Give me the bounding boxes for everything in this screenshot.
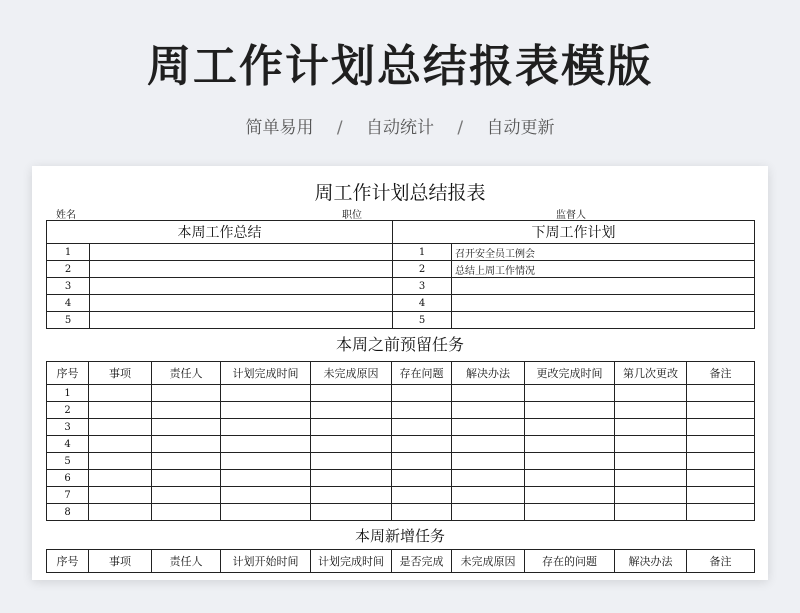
new-tasks-title: 本周新增任务 bbox=[354, 527, 445, 545]
table-row bbox=[47, 402, 755, 419]
table-cell[interactable] bbox=[221, 504, 311, 521]
previous-tasks-column-header: 存在问题 bbox=[392, 362, 452, 385]
previous-tasks-column-header: 计划完成时间 bbox=[221, 362, 311, 385]
previous-tasks-column-header: 未完成原因 bbox=[311, 362, 392, 385]
table-cell[interactable] bbox=[615, 402, 687, 419]
table-cell[interactable] bbox=[615, 453, 687, 470]
table-cell[interactable] bbox=[687, 419, 755, 436]
plan-cell[interactable]: 召开安全员工例会 bbox=[452, 244, 755, 261]
row-number: 4 bbox=[47, 436, 89, 453]
table-cell[interactable] bbox=[615, 385, 687, 402]
table-cell[interactable] bbox=[452, 504, 525, 521]
meta-row bbox=[46, 202, 754, 220]
table-cell[interactable] bbox=[615, 419, 687, 436]
previous-tasks-column-header: 更改完成时间 bbox=[525, 362, 615, 385]
table-cell[interactable] bbox=[152, 436, 221, 453]
plan-row-number: 5 bbox=[393, 312, 452, 329]
plan-cell[interactable] bbox=[452, 278, 755, 295]
table-cell[interactable] bbox=[392, 470, 452, 487]
table-cell[interactable] bbox=[311, 504, 392, 521]
sheet-title: 周工作计划总结报表 bbox=[314, 182, 486, 204]
summary-cell[interactable] bbox=[90, 261, 393, 278]
table-cell[interactable] bbox=[687, 385, 755, 402]
plan-header: 下周工作计划 bbox=[393, 221, 755, 244]
new-tasks-column-header: 备注 bbox=[687, 550, 755, 573]
previous-tasks-table bbox=[46, 361, 755, 521]
row-number: 6 bbox=[47, 470, 89, 487]
summary-row bbox=[47, 261, 755, 278]
position-label: 职位 bbox=[342, 210, 362, 221]
new-tasks-column-header: 未完成原因 bbox=[452, 550, 525, 573]
table-cell[interactable] bbox=[221, 487, 311, 504]
table-cell[interactable] bbox=[89, 504, 152, 521]
table-cell[interactable] bbox=[152, 453, 221, 470]
table-cell[interactable] bbox=[311, 402, 392, 419]
table-cell[interactable] bbox=[89, 419, 152, 436]
table-cell[interactable] bbox=[392, 487, 452, 504]
name-label: 姓名 bbox=[56, 210, 76, 221]
table-cell[interactable] bbox=[525, 436, 615, 453]
table-row bbox=[47, 385, 755, 402]
row-number: 2 bbox=[47, 402, 89, 419]
summary-cell[interactable] bbox=[90, 278, 393, 295]
table-cell[interactable] bbox=[89, 402, 152, 419]
summary-header: 本周工作总结 bbox=[47, 221, 393, 244]
previous-tasks-column-header: 解决办法 bbox=[452, 362, 525, 385]
table-cell[interactable] bbox=[89, 436, 152, 453]
summary-row-number: 3 bbox=[47, 278, 90, 295]
previous-tasks-column-header: 序号 bbox=[47, 362, 89, 385]
plan-cell[interactable] bbox=[452, 295, 755, 312]
summary-cell[interactable] bbox=[90, 295, 393, 312]
table-cell[interactable] bbox=[152, 487, 221, 504]
plan-cell[interactable] bbox=[452, 312, 755, 329]
table-cell[interactable] bbox=[525, 402, 615, 419]
row-number: 1 bbox=[47, 385, 89, 402]
table-row bbox=[47, 419, 755, 436]
plan-cell[interactable]: 总结上周工作情况 bbox=[452, 261, 755, 278]
summary-cell[interactable] bbox=[90, 312, 393, 329]
table-cell[interactable] bbox=[392, 453, 452, 470]
table-cell[interactable] bbox=[311, 470, 392, 487]
feature-separator: / bbox=[457, 118, 464, 138]
new-tasks-column-header: 序号 bbox=[47, 550, 89, 573]
feature-auto-update: 自动更新 bbox=[486, 118, 555, 138]
previous-tasks-column-header: 事项 bbox=[89, 362, 152, 385]
new-tasks-column-header: 责任人 bbox=[152, 550, 221, 573]
feature-separator: / bbox=[336, 118, 343, 138]
feature-easy: 简单易用 bbox=[245, 118, 314, 138]
plan-row-number: 1 bbox=[393, 244, 452, 261]
summary-row bbox=[47, 244, 755, 261]
table-cell[interactable] bbox=[452, 419, 525, 436]
previous-tasks-title: 本周之前预留任务 bbox=[335, 335, 464, 354]
table-cell[interactable] bbox=[152, 385, 221, 402]
table-cell[interactable] bbox=[525, 487, 615, 504]
plan-row-number: 2 bbox=[393, 261, 452, 278]
row-number: 3 bbox=[47, 419, 89, 436]
table-cell[interactable] bbox=[311, 419, 392, 436]
new-tasks-table bbox=[46, 549, 755, 573]
supervisor-label: 监督人 bbox=[556, 210, 586, 221]
summary-row bbox=[47, 295, 755, 312]
table-cell[interactable] bbox=[152, 470, 221, 487]
feature-auto-stats: 自动统计 bbox=[366, 118, 434, 138]
table-cell[interactable] bbox=[687, 436, 755, 453]
table-cell[interactable] bbox=[221, 385, 311, 402]
table-cell[interactable] bbox=[525, 385, 615, 402]
new-tasks-column-header: 计划开始时间 bbox=[221, 550, 311, 573]
table-cell[interactable] bbox=[221, 436, 311, 453]
table-cell[interactable] bbox=[152, 419, 221, 436]
summary-row-number: 2 bbox=[47, 261, 90, 278]
summary-row-number: 1 bbox=[47, 244, 90, 261]
previous-tasks-column-header: 责任人 bbox=[152, 362, 221, 385]
table-cell[interactable] bbox=[311, 385, 392, 402]
table-cell[interactable] bbox=[89, 487, 152, 504]
table-cell[interactable] bbox=[452, 436, 525, 453]
table-cell[interactable] bbox=[89, 453, 152, 470]
table-cell[interactable] bbox=[525, 419, 615, 436]
table-cell[interactable] bbox=[392, 504, 452, 521]
table-row bbox=[47, 487, 755, 504]
new-tasks-column-header: 计划完成时间 bbox=[311, 550, 392, 573]
summary-table bbox=[46, 220, 755, 329]
summary-cell[interactable] bbox=[90, 244, 393, 261]
table-cell[interactable] bbox=[687, 470, 755, 487]
table-cell[interactable] bbox=[615, 487, 687, 504]
plan-row-number: 3 bbox=[393, 278, 452, 295]
row-number: 5 bbox=[47, 453, 89, 470]
table-row bbox=[47, 470, 755, 487]
table-cell[interactable] bbox=[615, 470, 687, 487]
table-cell[interactable] bbox=[392, 385, 452, 402]
table-cell[interactable] bbox=[311, 487, 392, 504]
new-tasks-column-header: 解决办法 bbox=[615, 550, 687, 573]
table-cell[interactable] bbox=[687, 504, 755, 521]
table-cell[interactable] bbox=[89, 470, 152, 487]
table-cell[interactable] bbox=[452, 470, 525, 487]
table-cell[interactable] bbox=[221, 453, 311, 470]
table-row bbox=[47, 436, 755, 453]
table-cell[interactable] bbox=[687, 402, 755, 419]
table-cell[interactable] bbox=[525, 470, 615, 487]
table-cell[interactable] bbox=[687, 487, 755, 504]
summary-row bbox=[47, 278, 755, 295]
table-row bbox=[47, 504, 755, 521]
table-cell[interactable] bbox=[152, 402, 221, 419]
report-sheet bbox=[32, 166, 768, 580]
row-number: 7 bbox=[47, 487, 89, 504]
plan-row-number: 4 bbox=[393, 295, 452, 312]
table-cell[interactable] bbox=[221, 470, 311, 487]
hero-title: 周工作计划总结报表模版 bbox=[147, 41, 653, 92]
table-cell[interactable] bbox=[392, 436, 452, 453]
table-cell[interactable] bbox=[152, 504, 221, 521]
table-cell[interactable] bbox=[452, 487, 525, 504]
row-number: 8 bbox=[47, 504, 89, 521]
table-cell[interactable] bbox=[452, 453, 525, 470]
table-cell[interactable] bbox=[221, 402, 311, 419]
table-row bbox=[47, 453, 755, 470]
feature-list bbox=[0, 113, 800, 138]
new-tasks-column-header: 是否完成 bbox=[392, 550, 452, 573]
table-cell[interactable] bbox=[615, 436, 687, 453]
summary-row-number: 4 bbox=[47, 295, 90, 312]
new-tasks-column-header: 事项 bbox=[89, 550, 152, 573]
table-cell[interactable] bbox=[525, 504, 615, 521]
table-cell[interactable] bbox=[311, 453, 392, 470]
new-tasks-column-header: 存在的问题 bbox=[525, 550, 615, 573]
table-cell[interactable] bbox=[221, 419, 311, 436]
table-cell[interactable] bbox=[89, 385, 152, 402]
table-cell[interactable] bbox=[687, 453, 755, 470]
summary-row bbox=[47, 312, 755, 329]
previous-tasks-column-header: 第几次更改 bbox=[615, 362, 687, 385]
table-cell[interactable] bbox=[452, 402, 525, 419]
previous-tasks-column-header: 备注 bbox=[687, 362, 755, 385]
table-cell[interactable] bbox=[311, 436, 392, 453]
table-cell[interactable] bbox=[392, 402, 452, 419]
table-cell[interactable] bbox=[525, 453, 615, 470]
table-cell[interactable] bbox=[392, 419, 452, 436]
table-cell[interactable] bbox=[452, 385, 525, 402]
table-cell[interactable] bbox=[615, 504, 687, 521]
summary-row-number: 5 bbox=[47, 312, 90, 329]
